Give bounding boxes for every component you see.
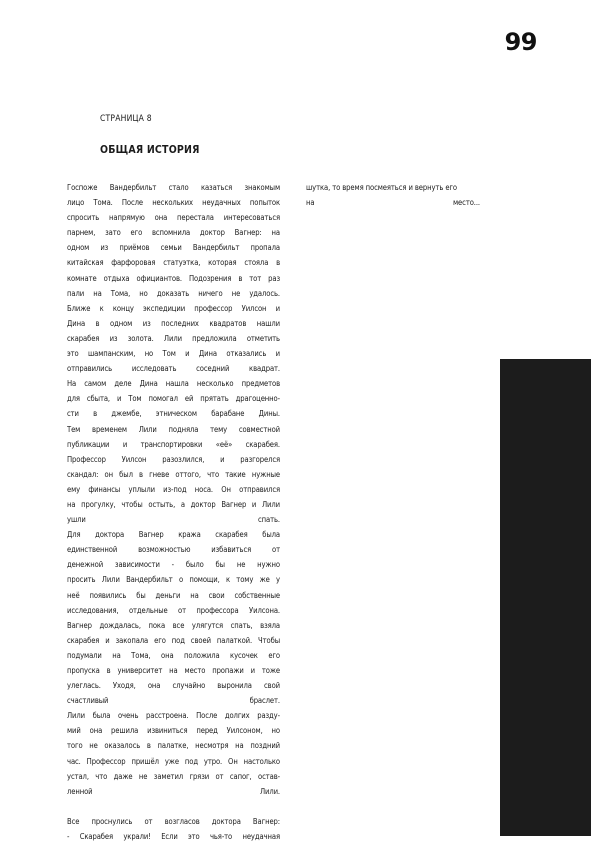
text-line: лицо Тома. После нескольких неудачных попыток (67, 198, 280, 208)
text-line: скарабея и закопала его под своей палаткой. Чтобы (67, 635, 280, 645)
text-line: Тем временем Лили подняла тему совместной (67, 424, 280, 434)
text-line: это шампанским, но Том и Дина отказались и (67, 349, 280, 359)
text-line: отправились исследовать соседний квадрат. (67, 364, 280, 374)
section-title: ОБЩАЯ ИСТОРИЯ (100, 144, 200, 156)
right-text-column (306, 180, 480, 210)
text-line: неё появились бы деньги на свои собственные (67, 590, 280, 600)
text-line: ленной Лили. (67, 786, 280, 796)
text-line: счастливый браслет. (67, 696, 280, 706)
text-line: скандал: он был в гневе оттого, что такие нужные (67, 469, 280, 479)
text-line: публикации и транспортировки «её» скарабея. (67, 439, 280, 449)
decorative-side-bar (500, 359, 591, 836)
text-line: китайская фарфоровая статуэтка, которая стояла в (67, 258, 280, 268)
text-line: единственной возможностью избавиться от (67, 545, 280, 555)
text-line: Госпоже Вандербильт стало казаться знакомым (67, 183, 280, 192)
text-line: одном из приёмов семьи Вандербильт пропала (67, 243, 280, 253)
text-line: подумали на Тома, она положила кусочек его (67, 650, 280, 660)
text-line: скарабея из золота. Лили предложила отметить (67, 333, 280, 343)
text-line: денежной зависимости - было бы не нужно (67, 560, 280, 570)
text-line: ему финансы уплыли из-под носа. Он отправился (67, 484, 280, 494)
text-line: пали на Тома, но доказать ничего не удалось. (67, 288, 280, 298)
text-line: спросить напрямую она перестала интересоваться (67, 213, 280, 223)
text-line: мий она решила извиниться перед Уилсоном, но (67, 726, 280, 736)
text-line: Дина в одном из последних квадратов нашли (67, 318, 280, 328)
chapter-label: СТРАНИЦА 8 (100, 114, 152, 124)
left-text-column (67, 180, 280, 844)
text-line: для сбыта, и Том помогал ей прятать драгоценно- (67, 394, 280, 404)
text-line: пропуска в университет на место пропажи и тоже (67, 666, 280, 675)
text-line: Профессор Уилсон разозлился, и разгорелся (67, 454, 280, 464)
text-line: Лили была очень расстроена. После долгих разду- (67, 711, 280, 721)
text-line: сти в джембе, этническом барабане Дины. (67, 409, 280, 419)
text-line: час. Профессор пришёл уже под утро. Он настолько (67, 756, 280, 766)
text-line: - Скарабея украли! Если это чья-то неудачная (67, 832, 280, 842)
text-line: Для доктора Вагнер кража скарабея была (67, 530, 280, 540)
paragraph-gap (67, 799, 280, 814)
text-line: устал, что даже не заметил грязи от сапог, остав- (67, 771, 280, 781)
text-line: ушли спать. (67, 515, 280, 525)
text-line: просить Лили Вандербильт о помощи, к тому же у (67, 575, 280, 585)
text-line: комнате отдыха официантов. Подозрения в тот раз (67, 273, 280, 283)
page-number: 99 (504, 28, 537, 56)
text-line: на место... (306, 198, 480, 208)
text-line: на прогулку, чтобы остыть, а доктор Вагнер и Лили (67, 499, 280, 509)
text-line: шутка, то время посмеяться и вернуть его (306, 183, 457, 192)
text-line: парнем, зато его вспомнила доктор Вагнер: на (67, 228, 280, 238)
text-line: исследования, отдельные от профессора Уилсона. (67, 605, 280, 615)
text-line: На самом деле Дина нашла несколько предметов (67, 379, 280, 389)
text-line: Ближе к концу экспедиции профессор Уилсон и (67, 303, 280, 313)
text-line: улеглась. Уходя, она случайно выронила свой (67, 681, 280, 691)
text-line: того не оказалось в палатке, несмотря на поздний (67, 741, 280, 751)
text-line: Все проснулись от возгласов доктора Вагнер: (67, 816, 280, 826)
text-line: Вагнер дождалась, пока все улягутся спать, взяла (67, 620, 280, 630)
